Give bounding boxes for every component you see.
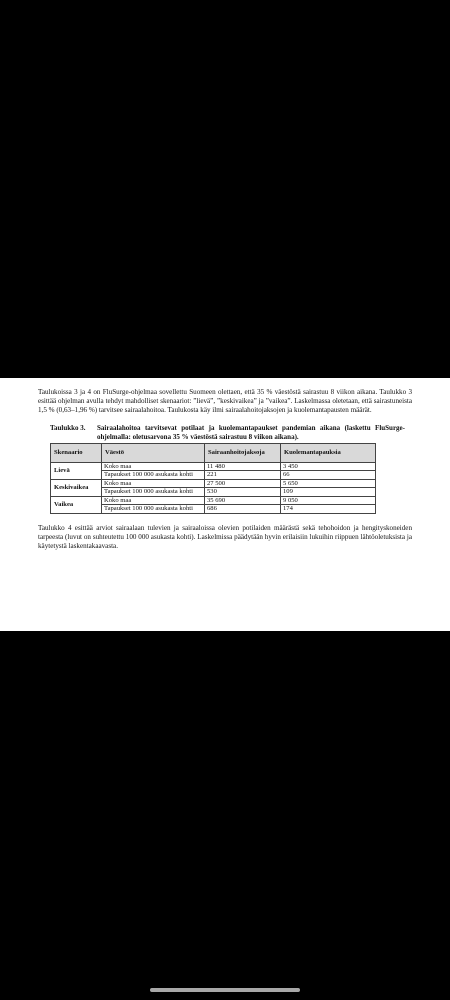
row-type: Tapaukset 100 000 asukasta kohti [102, 471, 205, 480]
outro-paragraph: Taulukko 4 esittää arviot sairaalaan tulevien ja sairaaloissa olevien potilaiden määrästä sekä tehohoidon ja hengityskoneiden tarpeesta (luvut on suhteutettu 100 000 asukasta kohti). Laskelmissa päädytään hyvin erilaisiin lukuihin riippuen lähtöoletuksista ja käytetystä laskentakaavasta. [38, 523, 412, 550]
hospital-episodes-value: 11 480 [205, 462, 281, 471]
scenario-name: Keskivaikea [51, 479, 102, 496]
table-label: Taulukko 3. [50, 424, 86, 432]
table-caption-text: Sairaalahoitoa tarvitsevat potilaat ja kuolemantapaukset pandemian aikana (laskettu FluSurge-ohjelmalla: oletusarvona 35 % väestöstä sairastuu 8 viikon aikana). [97, 424, 405, 441]
table-header-row [51, 444, 376, 463]
header-deaths: Kuolemantapauksia [281, 444, 376, 463]
header-scenario: Skenaario [51, 444, 102, 463]
scenario-name: Lievä [51, 462, 102, 479]
hospital-episodes-value: 530 [205, 488, 281, 497]
header-hospital-episodes: Sairaanhoitojaksoja [205, 444, 281, 463]
deaths-value: 5 650 [281, 479, 376, 488]
row-type: Tapaukset 100 000 asukasta kohti [102, 488, 205, 497]
scenario-name: Vaikea [51, 496, 102, 513]
row-type: Koko maa [102, 479, 205, 488]
hospital-episodes-value: 221 [205, 471, 281, 480]
scenario-table [50, 443, 376, 514]
document-page [0, 378, 450, 631]
deaths-value: 109 [281, 488, 376, 497]
deaths-value: 9 050 [281, 496, 376, 505]
home-indicator[interactable] [150, 988, 300, 992]
row-type: Tapaukset 100 000 asukasta kohti [102, 505, 205, 514]
table-caption [50, 424, 405, 441]
hospital-episodes-value: 686 [205, 505, 281, 514]
intro-paragraph: Taulukoissa 3 ja 4 on FluSurge-ohjelmaa sovellettu Suomeen olettaen, että 35 % väestöstä sairastuu 8 viikon aikana. Taulukko 3 esittää ohjelman avulla tehdyt mahdolliset skenaariot: ”lievä”, ”keskivaikea” ja ”vaikea”. Laskelmassa oletetaan, että sairastuneista 1,5 % (0,63–1,96 %) tarvitsee sairaalahoitoa. Taulukosta käy ilmi sairaalahoitojaksojen ja kuolemantapausten määrät. [38, 388, 412, 414]
table-row [51, 462, 376, 471]
row-type: Koko maa [102, 496, 205, 505]
deaths-value: 3 450 [281, 462, 376, 471]
table-row [51, 496, 376, 505]
deaths-value: 174 [281, 505, 376, 514]
header-population: Väestö [102, 444, 205, 463]
hospital-episodes-value: 27 500 [205, 479, 281, 488]
table-row [51, 479, 376, 488]
deaths-value: 66 [281, 471, 376, 480]
row-type: Koko maa [102, 462, 205, 471]
hospital-episodes-value: 35 690 [205, 496, 281, 505]
